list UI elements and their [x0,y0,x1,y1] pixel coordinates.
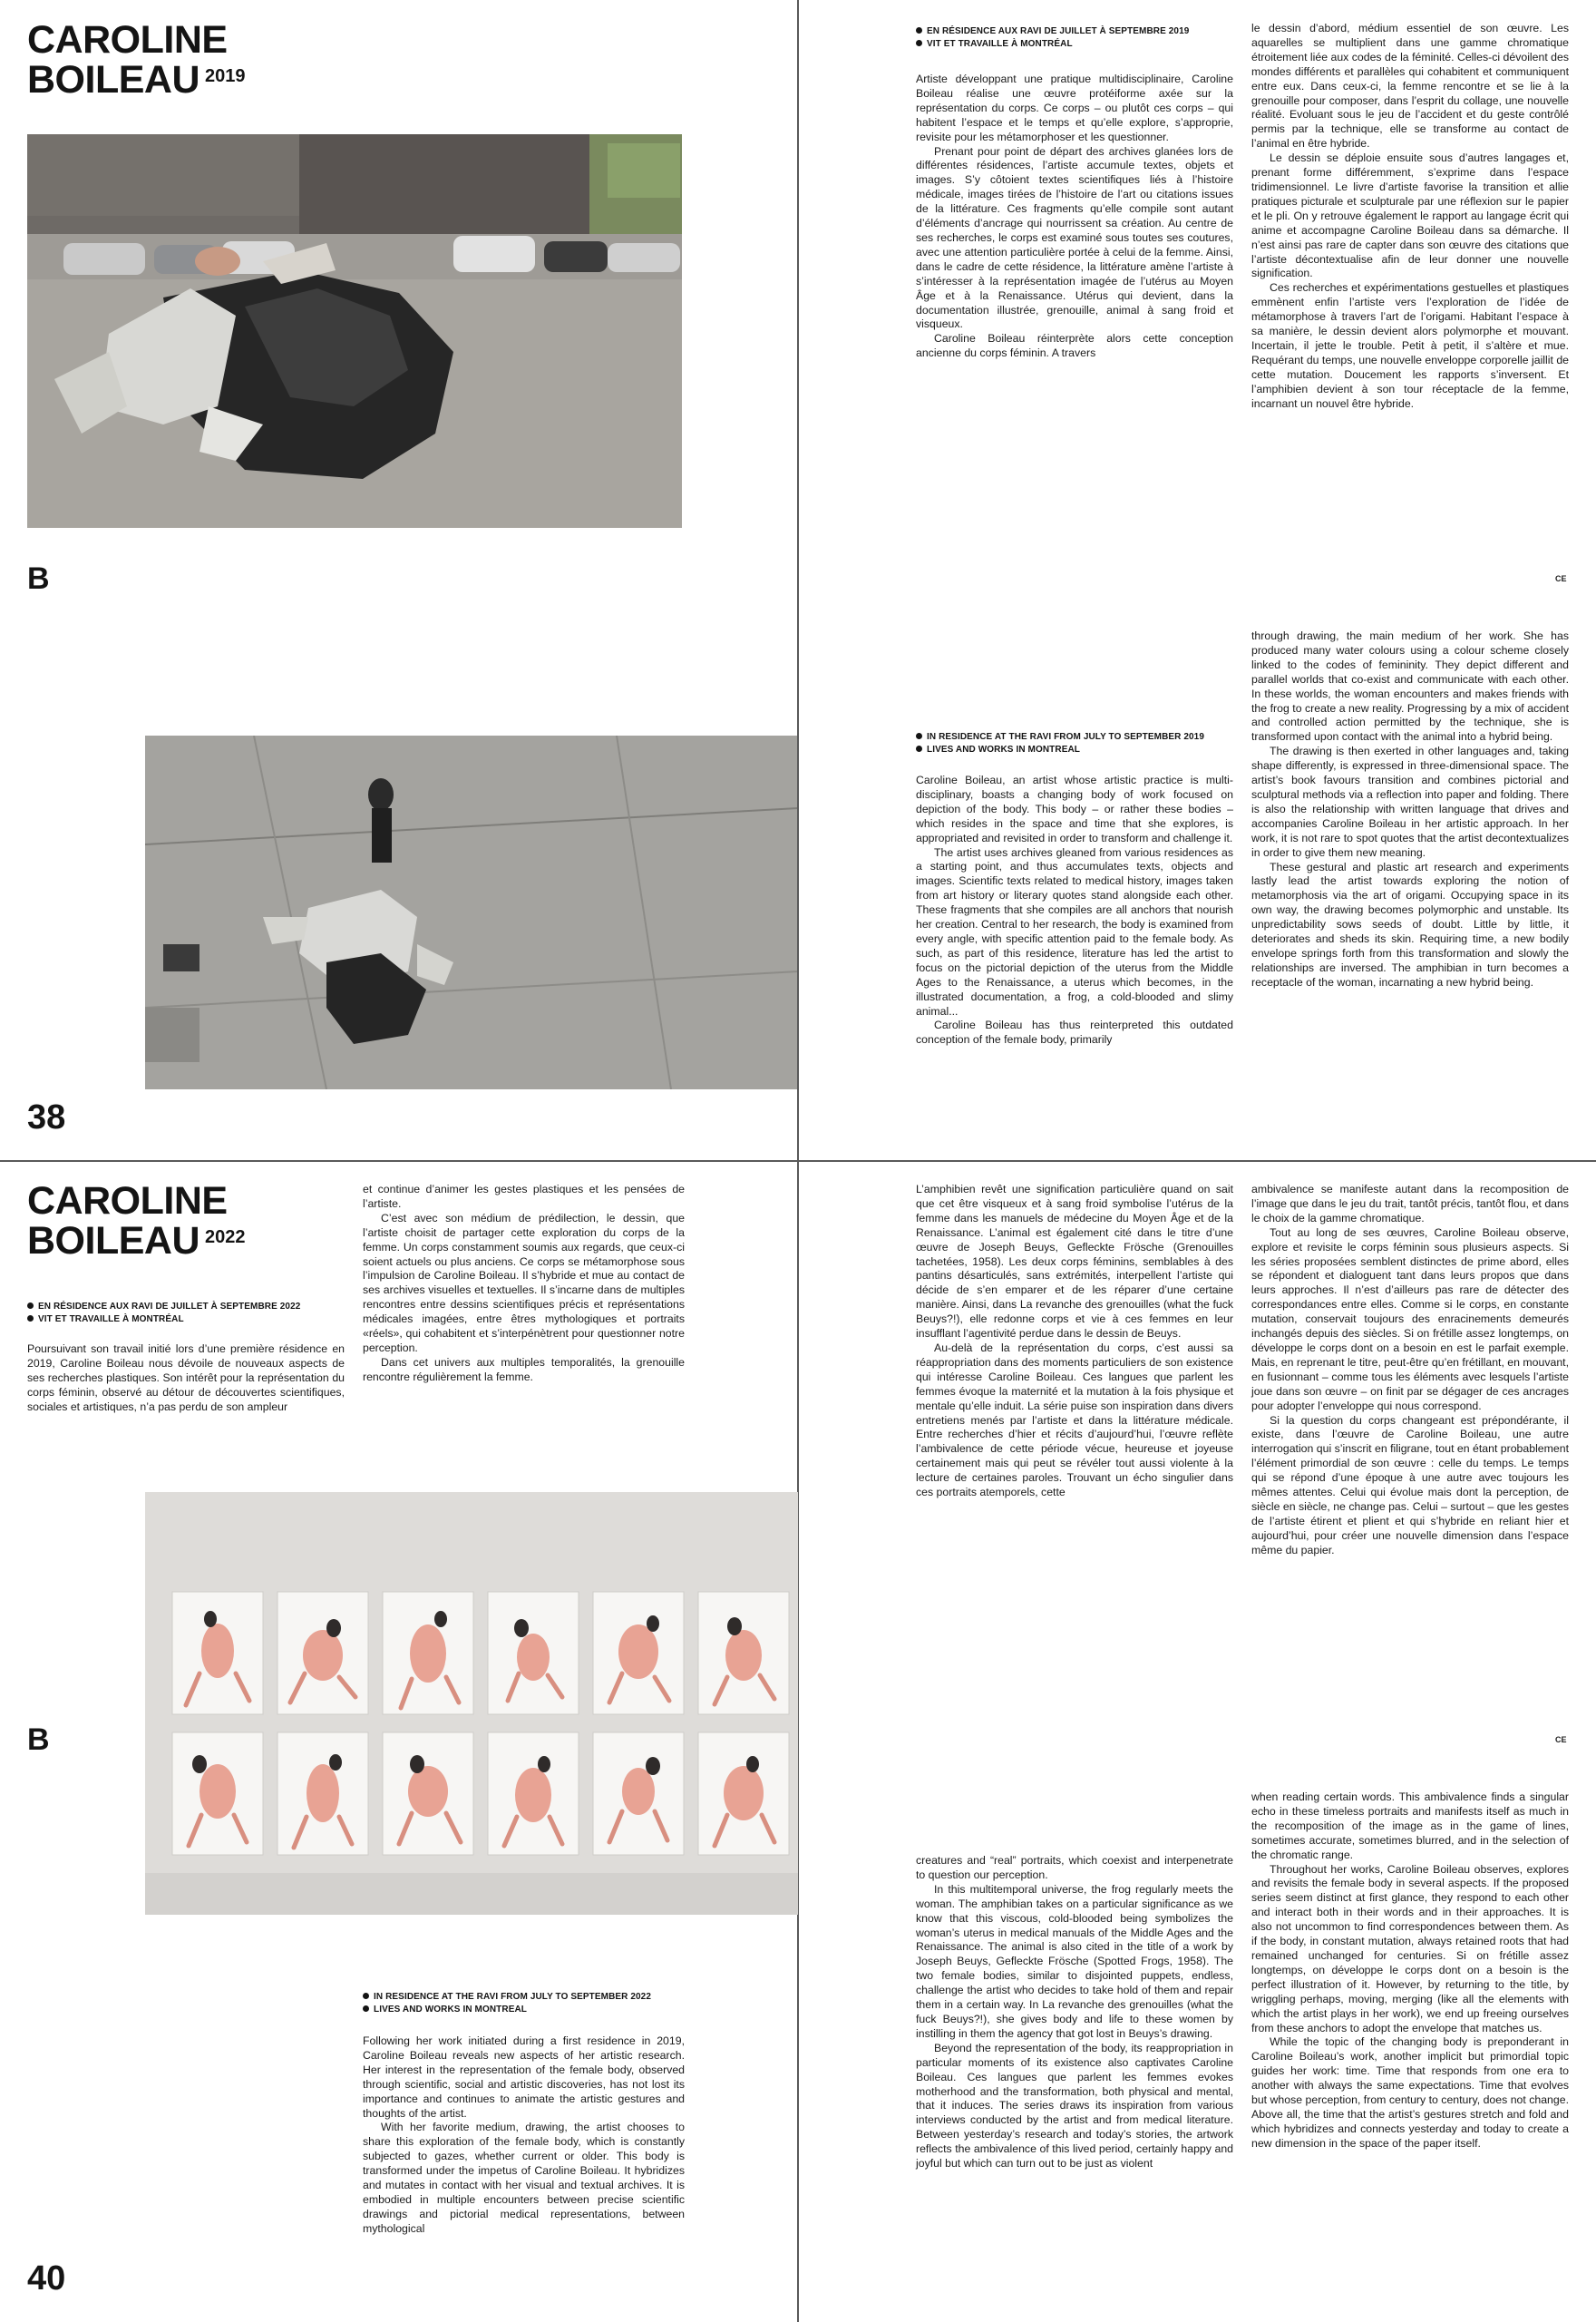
text-column-fr-2: et continue d’animer les gestes plastiques et les pensées de l’artiste. C’est avec son médium de prédilection, le dessin, que l’artiste choisit de partager cette exploration du corps de la femme. Un corps constamment soumis aux regards, que ceux-ci soient actuels ou plus anciens. Ce corps se métamorphose sous l’impulsion de Caroline Boileau. Il s’hybride et mue au contact de ses archives visuelles et textuelles. Il s’incarne dans de multiples rencontres entre dessins scientifiques précis et représentations médicales imagées, entre êtres mythologiques et portraits «réels», qui cohabitent et s’interpénètrent pour questionner notre perception. Dans cet univers aux multiples temporalités, la grenouille rencontre régulièrement la femme. [363,1183,685,1383]
bullet-icon [916,733,922,739]
text-column-en-4: when reading certain words. This ambivalence finds a singular echo in these timeless portraits and manifests itself as much in the recomposition of the image as in the game of lines, sometimes accurate, sometimes blurred, and in the selection of the chromatic range. Throughout her works, Caroline Boileau observes, explores and revisits the female body in several aspects. If the proposed series seem distinct at first glance, they respond to each other and interact both in their words and in their approaches. It is also not uncommon to find correspondences between them. As if the body, in constant mutation, always retained roots that had remained unchanged for centuries. Si on frétille assez longtemps, on développe le corps dont on a besoin is the perfect illustration of it. However, by returning to the title, by wriggling perhaps, moving, merging (like all the elements with which the artist plays in her work), we end up freeing ourselves from these anchors to adopt the envelope that matches us. While the topic of the changing body is preponderant in Caroline Boileau’s work, another implicit but primordial topic guides her work: time. Time that responds from one era to another with always the same expectations. Time that evolves but whose perception, from century to century, does not change. Above all, the time that the artist’s gestures stretch and fold and which hybridizes and connects yesterday and today to create a new dimension in the space of the paper itself. [1251,1790,1569,2150]
author-initials: CE [1555,1735,1567,1744]
bullet-icon [27,1302,34,1309]
residence-meta-fr: EN RÉSIDENCE AUX RAVI DE JUILLET À SEPTEMBRE 2019 VIT ET TRAVAILLE À MONTRÉAL [916,25,1189,51]
residence-meta-en: IN RESIDENCE AT THE RAVI FROM JULY TO SEPTEMBER 2022 LIVES AND WORKS IN MONTREAL [363,1991,651,2016]
page-number: 38 [27,1098,66,1137]
section-letter: B [27,1722,50,1757]
title-line2: BOILEAU [27,1219,200,1263]
title-line1: CAROLINE [27,1179,228,1223]
section-letter: B [27,561,50,596]
author-initials: CE [1555,574,1567,583]
residence-meta-fr: EN RÉSIDENCE AUX RAVI DE JUILLET À SEPTEMBRE 2022 VIT ET TRAVAILLE À MONTRÉAL [27,1301,300,1326]
title-line2: BOILEAU [27,58,200,102]
text-column-en-1: Following her work initiated during a first residence in 2019, Caroline Boileau reveals new aspects of her artistic research. Her interest in the representation of the female body, observed through scientific, social and artistic discoveries, has not lost its importance and continues to animate the artistic gestures and thoughts of the artist. With her favorite medium, drawing, the artist chooses to share this exploration of the female body, which is constantly subjected to gazes, whether current or older. This body is transformed under the impetus of Caroline Boileau. It hybridizes and mutates in contact with her visual and textual archives. It is embodied in multiple encounters between precise scientific drawings and pictorial medical representations, between mythological [363,2034,685,2235]
performance-aerial-photo [145,736,798,1089]
title-year: 2022 [205,1227,246,1247]
spread-2022 [0,1161,1596,2322]
artist-title [27,20,246,100]
gutter-line [797,0,799,1161]
text-column-fr-2: le dessin d’abord, médium essentiel de son œuvre. Les aquarelles se multiplient dans une gamme chromatique étroitement liée aux codes de la féminité. Celles-ci dévoilent des mondes différents et parallèles qui cohabitent et communiquent entre eux. Dans ceux-ci, la femme rencontre et se lie à la grenouille pour composer, dans l’esprit du collage, une nouvelle réalité. Evoluant sous le jeu de l’accident et du geste contrôlé permis par la technique, elle se transforme au contact de l’animal en être hybride. Le dessin se déploie ensuite sous d’autres langages et, prenant forme différemment, s’exprime dans l’espace tridimensionnel. Le livre d’artiste favorise la transition et allie pratiques picturale et sculpturale par une réflexion sur le papier et le pli. On y retrouve également le rapport au langage écrit qui anime et accompagne Caroline Boileau dans sa démarche. Il n’est ainsi pas rare de capter dans son œuvre des citations que l’artiste décontextualise afin de leur donner une nouvelle signification. Ces recherches et expérimentations gestuelles et plastiques emmènent enfin l’artiste vers l’exploration de l’idée de métamorphose à travers l’art de l’origami. Habitant l’espace à sa manière, le dessin devient alors polymorphe et mouvant. Incertain, il jette le trouble. Petit à petit, il s’altère et mue. Requérant du temps, une nouvelle enveloppe corporelle jaillit de cette mutation. Doucement les rapports s’inversent. Et l’amphibien devient à son tour réceptacle de la femme, incarnant un nouvel être hybride. [1251,22,1570,410]
bullet-icon [27,1315,34,1322]
bullet-icon [916,27,922,34]
title-year: 2019 [205,66,246,86]
text-column-fr-4: ambivalence se manifeste autant dans la recomposition de l’image que dans le jeu du trait, tantôt précis, tantôt flou, et dans le choix de la gamme chromatique. Tout au long de ses œuvres, Caroline Boileau observe, explore et revisite le corps féminin sous plusieurs aspects. Si les séries proposées semblent distinctes de prime abord, elles se répondent et dialoguent tant dans leurs propos que dans leurs approches. Il n’est d’ailleurs pas rare de détecter des correspondances entre elles. Comme si le corps, en constante mutation, conservait toujours des enracinements demeurés inchangés depuis des siècles. Si on frétille assez longtemps, on développe le corps dont on a besoin en est le parfait exemple. Mais, en reprenant le titre, peut-être qu’en frétillant, en mouvant, en fusionnant – comme tous les éléments avec lesquels l’artiste joue dans son œuvre – on finit par se dégager de ces ancrages pour adopter l’enveloppe qui nous correspond. Si la question du corps changeant est prépondérante, il existe, dans l’œuvre de Caroline Boileau, une autre interrogation qui s’inscrit en filigrane, tout en étant probablement l’élément primordial de son œuvre : celle du temps. Le temps qui se répond d’une époque à une autre avec toujours les mêmes attentes. Celui qui évolue mais dont la perception, de siècle en siècle, ne change pas. Celui – surtout – que les gestes de l’artiste étirent et plient et qui s’hybride en reliant hier et aujourd’hui, pour créer une nouvelle dimension dans l’espace même du papier. [1251,1183,1569,1556]
bullet-icon [363,2005,369,2012]
text-column-fr-3: L’amphibien revêt une signification particulière quand on sait que cet être visqueux et à sang froid symbolise l’utérus de la femme dans les manuels de médecine du Moyen Âge et de la Renaissance. L’animal est également cité dans le titre d’une œuvre de Joseph Beuys, Gefleckte Frösche (Grenouilles tachetées, 1958). Les deux corps féminins, semblables à des pantins désarticulés, sans extrémités, interpellent l’artiste qui décide de s’en emparer et de les réparer d’une certaine manière. Ainsi, dans La revanche des grenouilles (what the fuck Beuys?!), elle redonne corps et vie à ces femmes en leur insufflant l’agentivité perdue dans le dessin de Beuys. Au-delà de la représentation du corps, c’est aussi sa réappropriation dans des moments particuliers de son existence qui intéresse Caroline Boileau. Ces langues que parlent les femmes évoque la maternité et la mutation à la fois physique et mentale qu’elle induit. La série puise son inspiration dans divers entretiens menés par l’artiste et dans la littérature médicale. Entre recherches d’hier et récits d’aujourd’hui, l’œuvre reflète l’ambivalence de cette période vécue, heureuse et joyeuse certainement mais qui peut se révéler tout aussi violente à la lecture de certaines paroles. Trouvant un écho singulier dans ces portraits atemporels, cette [916,1183,1233,1499]
title-line1: CAROLINE [27,18,228,62]
sculpture-outdoor-photo [27,134,682,528]
artist-title [27,1181,246,1261]
residence-meta-en: IN RESIDENCE AT THE RAVI FROM JULY TO SEPTEMBER 2019 LIVES AND WORKS IN MONTREAL [916,731,1204,756]
bullet-icon [916,40,922,46]
text-column-en-3: creatures and “real” portraits, which coexist and interpenetrate to question our perception. In this multitemporal universe, the frog regularly meets the woman. The amphibian takes on a particular significance as we know that this viscous, cold-blooded being symbolizes the woman’s uterus in medical manuals of the Middle Ages and the Renaissance. The animal is also cited in the title of a work by Joseph Beuys, Gefleckte Frösche (Spotted Frogs, 1958). The two female bodies, similar to disjointed puppets, endless, challenge the artist who decides to take hold of them and repair them in a certain way. In La revanche des grenouilles (what the fuck Beuys?!), she gives body and life to these women by instilling in them the agency that got lost in Beuys’s drawing. Beyond the representation of the body, its reappropriation in particular moments of its existence also captivates Caroline Boileau. Ces langues que parlent les femmes evokes motherhood and the transformation, both physical and mental, that it induces. The series draws its inspiration from various interviews conducted by the artist and from medical literature. Between yesterday’s research and today’s stories, the artwork reflects the ambivalence of this lived period, certainly happy and joyful but which can turn out to be just as violent [916,1854,1233,2171]
watercolour-installation-photo [145,1492,798,1915]
text-column-fr-1: Poursuivant son travail initié lors d’une première résidence en 2019, Caroline Boileau nous dévoile de nouveaux aspects de ses recherches plastiques. Son intérêt pour la représentation du corps féminin, observé au détour de découvertes scientifiques, sociales et artistiques, n’a pas perdu de son ampleur [27,1342,345,1413]
bullet-icon [363,1993,369,1999]
bullet-icon [916,746,922,752]
text-column-en-1: Caroline Boileau, an artist whose artistic practice is multi-disciplinary, boasts a changing body of work focused on depiction of the body. This body – or rather these bodies – which resides in the space and time that she explores, is appropriated and revisited in order to transform and challenge it. The artist uses archives gleaned from various residences as a starting point, and thus accumulates texts, objects and images. Scientific texts related to medical history, images taken from art history or literary quotes stand alongside each other. These fragments that she compiles are all anchors that nourish her creation. Central to her research, the body is examined from every angle, with specific attention paid to the female body. As such, as part of this residence, literature has led the artist to focus on the pictorial depiction of the uterus from the Middle Ages to the Renaissance, a uterus which becomes, in the illustrated documentation, a frog, a cold-blooded and slimy animal... Caroline Boileau has thus reinterpreted this outdated conception of the female body, primarily [916,774,1233,1047]
text-column-en-2: through drawing, the main medium of her work. She has produced many water colours using a colour scheme closely linked to the codes of femininity. They depict different and parallel worlds that co-exist and communicate with each other. In these worlds, the woman encounters and makes friends with the frog to create a new reality. Progressing by a mix of accident and controlled action permitted by the technique, she is transformed upon contact with the animal into a hybrid being. The drawing is then exerted in other languages and, taking shape differently, is expressed in three-dimensional space. The artist’s book favours transition and combines pictorial and sculptural methods via a reflection into paper and folding. There is also the relationship with written language that drives and accompanies Caroline Boileau in her artistic approach. In her work, it is not rare to spot quotes that the artist decontextualizes in order to give them new meaning. These gestural and plastic art research and experiments lastly lead the artist towards exploring the notion of metamorphosis via the art of origami. Occupying space in its own way, the drawing becomes polymorphic and unstable. Its unpredictability sows seeds of doubt. Little by little, it deteriorates and sheds its skin. Requiring time, a new bodily envelope springs forth from this transformation and slowly the relationships are inversed. The amphibian in turn becomes a receptacle of the woman, incarnating a new hybrid being. [1251,629,1569,989]
page-number: 40 [27,2259,66,2298]
text-column-fr-1: Artiste développant une pratique multidisciplinaire, Caroline Boileau réalise une œuvre protéiforme axée sur la représentation du corps. Ce corps – ou plutôt ces corps – qui habitent l’espace et le temps et qu’elle explore, s’approprie, revisite pour les métamorphoser et les questionner. Prenant pour point de départ des archives glanées lors de différentes résidences, l’artiste accumule textes, objets et images. S’y côtoient textes scientifiques liés à l’histoire médicale, images tirées de l’histoire de l’art ou citations issues de la littérature. Ces fragments qu’elle compile sont autant d’éléments d’ancrage qui nourrissent sa création. Au centre de ses recherches, le corps est examiné sous toutes ses coutures, avec une attention particulière portée à celui de la femme. Ainsi, dans le cadre de cette résidence, la littérature amène l’artiste à s’intéresser à la représentation imagée de l’utérus au Moyen Âge et à la Renaissance. Utérus qui devient, dans la documentation illustrée, grenouille, animal à sang froid et visqueux. Caroline Boileau réinterprète alors cette conception ancienne du corps féminin. A travers [916,73,1233,360]
